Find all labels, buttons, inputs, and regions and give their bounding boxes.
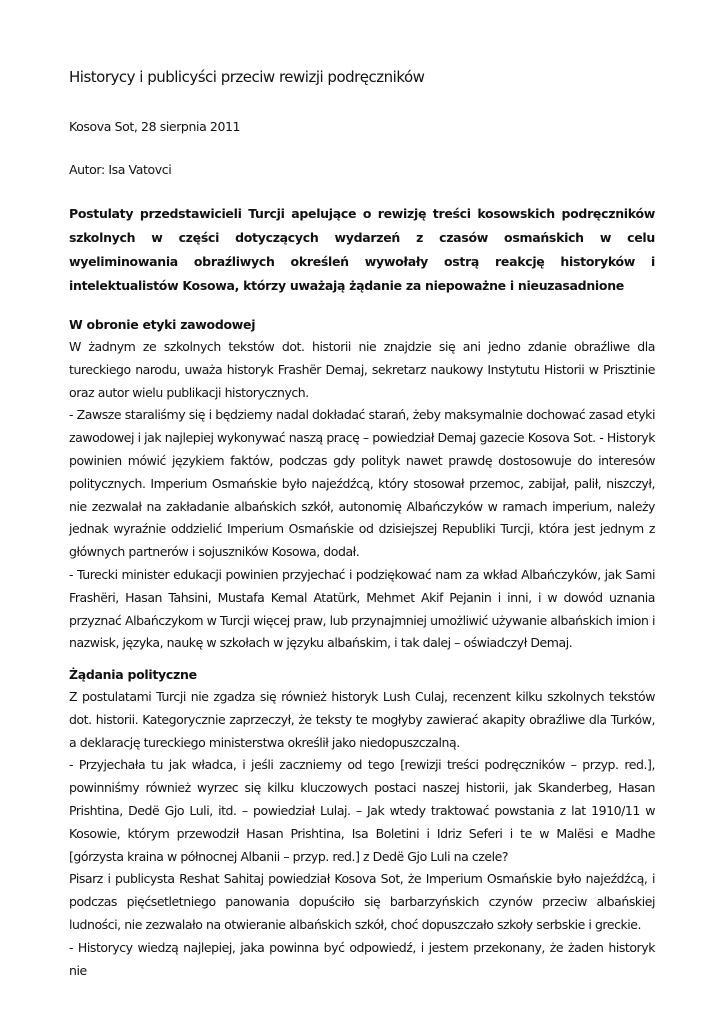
body-paragraph: W żadnym ze szkolnych tekstów dot. historii nie znajdzie się ani jedno zdanie obraźliwe dla tureckiego narodu, uważa historyk Frashër Demaj, sekretarz naukowy Instytutu Historii w Prisztinie oraz autor wielu publikacji historycznych.: [69, 339, 655, 400]
section-heading: Żądania polityczne: [69, 667, 197, 682]
body-paragraph: - Zawsze staraliśmy się i będziemy nadal dokładać starań, żeby maksymalnie dochować zasad etyki zawodowej i jak najlepiej wykonywać naszą pracę – powiedział Demaj gazecie Kosova Sot. - Historyk powinien mówić językiem faktów, podczas gdy polityk nawet prawdę dostosowuje do interesów politycznych. Imperium Osmańskie było najeźdźcą, który stosował przemoc, zabijał, palił, niszczył, nie zezwalał na zakładanie albańskich szkół, autonomię Albańczyków w ramach imperium, należy jednak wyraźnie oddzielić Imperium Osmańskie od dzisiejszej Republiki Turcji, która jest jednym z głównych partnerów i sojuszników Kosowa, dodał.: [69, 407, 655, 560]
section-heading: W obronie etyki zawodowej: [69, 317, 256, 332]
body-paragraph: - Przyjechała tu jak władca, i jeśli zaczniemy od tego [rewizji treści podręczników – przyp. red.], powinniśmy również wyrzec się kilku kluczowych postaci naszej historii, jak Skanderbeg, Hasan Prishtina, Dedë Gjo Luli, itd. – powiedział Lulaj. – Jak wtedy traktować powstania z lat 1910/11 w Kosowie, którym przewodził Hasan Prishtina, Isa Boletini i Idriz Seferi i te w Malësi e Madhe [górzysta kraina w północnej Albanii – przyp. red.] z Dedë Gjo Luli na czele?: [69, 757, 655, 864]
body-paragraph: Z postulatami Turcji nie zgadza się również historyk Lush Culaj, recenzent kilku szkolnych tekstów dot. historii. Kategorycznie zaprzeczył, że teksty te mogłyby zawierać akapity obraźliwe dla Turków, a deklarację tureckiego ministerstwa określił jako niedopuszczalną.: [69, 689, 655, 750]
body-paragraph: Pisarz i publicysta Reshat Sahitaj powiedział Kosova Sot, że Imperium Osmańskie było najeźdźcą, i podczas pięćsetletniego panowania dopuściło się barbarzyńskich czynów przeciw albańskiej ludności, nie zezwalało na otwieranie albańskich szkół, choć dopuszczało szkoły serbskie i greckie.: [69, 871, 655, 932]
source-date-line: Kosova Sot, 28 sierpnia 2011: [69, 119, 241, 134]
body-paragraph: - Turecki minister edukacji powinien przyjechać i podziękować nam za wkład Albańczyków, jak Sami Frashëri, Hasan Tahsini, Mustafa Kemal Atatürk, Mehmet Akif Pejanin i inni, i w dowód uznania przyznać Albańczykom w Turcji więcej praw, lub przynajmniej umożliwić używanie albańskich imion i nazwisk, języka, naukę w szkołach w języku albańskim, i tak dalej – oświadczył Demaj.: [69, 566, 655, 651]
author-line: Autor: Isa Vatovci: [69, 162, 172, 177]
section-professional-ethics: [69, 314, 655, 655]
section-political-demands: [69, 664, 655, 982]
lead-paragraph: Postulaty przedstawicieli Turcji apelujące o rewizję treści kosowskich podręczników szkolnych w części dotyczących wydarzeń z czasów osmańskich w celu wyeliminowania obraźliwych określeń wywołały ostrą reakcję historyków i intelektualistów Kosowa, którzy uważają żądanie za niepoważne i nieuzasadnione: [69, 206, 655, 293]
document-title: Historycy i publicyści przeciw rewizji podręczników: [69, 68, 425, 86]
body-paragraph: - Historycy wiedzą najlepiej, jaka powinna być odpowiedź, i jestem przekonany, że żaden historyk nie: [69, 939, 655, 978]
